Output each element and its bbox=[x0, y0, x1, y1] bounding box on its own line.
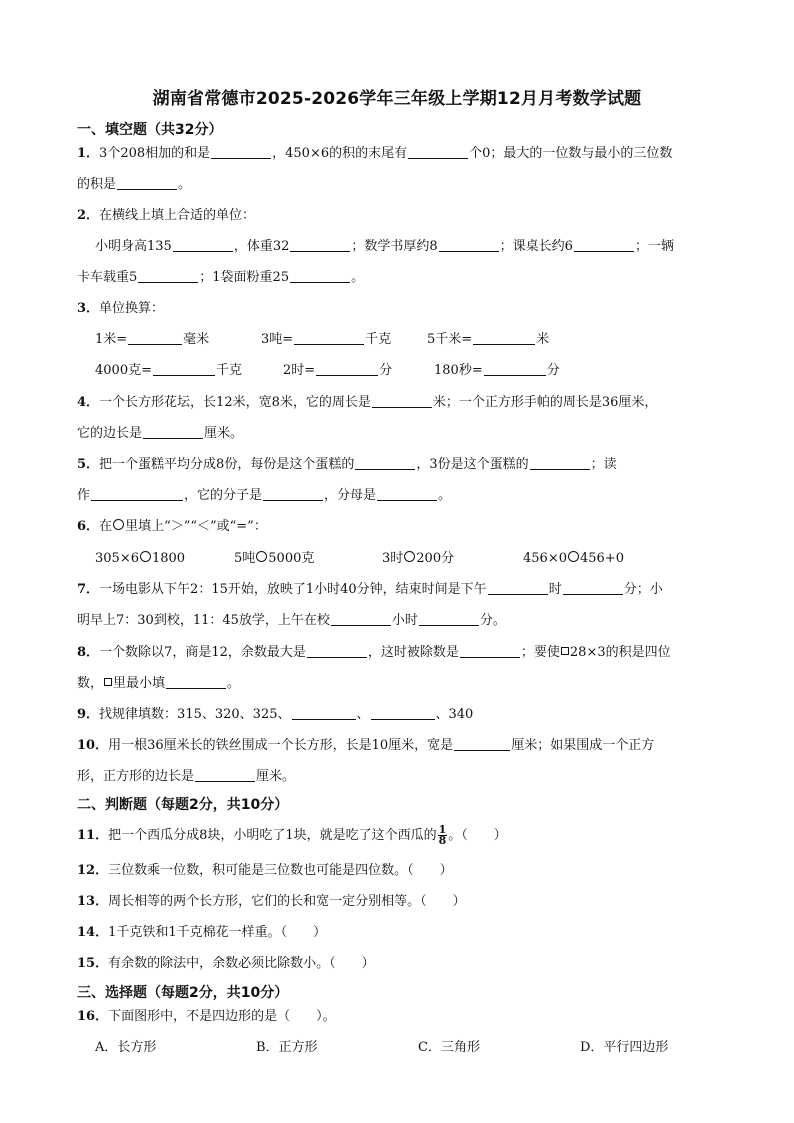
answer-blank[interactable] bbox=[290, 238, 350, 252]
answer-blank[interactable] bbox=[307, 644, 367, 658]
answer-blank[interactable] bbox=[331, 612, 391, 626]
answer-blank[interactable] bbox=[460, 644, 520, 658]
compare-circle[interactable] bbox=[404, 551, 415, 562]
compare-3: 3时 200分 bbox=[382, 551, 455, 566]
answer-blank[interactable] bbox=[153, 362, 215, 376]
question-number: 5． bbox=[77, 457, 100, 472]
option-a[interactable]: A．长方形 bbox=[95, 1040, 157, 1055]
compare-circle[interactable] bbox=[140, 551, 151, 562]
question-number: 3． bbox=[77, 301, 100, 316]
compare-4: 456×0 456+0 bbox=[523, 551, 624, 566]
fraction: $\frac{1}{8}$ bbox=[438, 823, 447, 847]
question-number: 1． bbox=[77, 146, 100, 161]
answer-blank[interactable] bbox=[166, 675, 226, 689]
question-14: 14．1千克铁和1千克棉花一样重。（ ） bbox=[77, 925, 327, 940]
question-3: 3．单位换算： bbox=[77, 301, 165, 316]
option-c[interactable]: C．三角形 bbox=[418, 1040, 480, 1055]
answer-blank[interactable] bbox=[195, 768, 255, 782]
answer-blank[interactable] bbox=[419, 612, 479, 626]
question-number: 9． bbox=[77, 707, 100, 722]
answer-blank[interactable] bbox=[143, 425, 203, 439]
question-2-row2: 卡车载重5 ；1袋面粉重25 。 bbox=[77, 270, 365, 285]
compare-1: 305×6 1800 bbox=[95, 551, 186, 566]
question-7-cont: 明早上7：30到校，11：45放学，上午在校 小时 分。 bbox=[77, 613, 506, 628]
answer-blank[interactable] bbox=[211, 145, 271, 159]
question-5: 5．把一个蛋糕平均分成8份，每份是这个蛋糕的 ，3份是这个蛋糕的 ；读 bbox=[77, 457, 617, 472]
question-number: 8． bbox=[77, 645, 100, 660]
answer-blank[interactable] bbox=[377, 487, 437, 501]
section-heading-true-false: 二、判断题（每题2分，共10分） bbox=[77, 797, 289, 813]
empty-box-icon bbox=[561, 647, 569, 655]
question-number: 13． bbox=[77, 894, 109, 909]
question-number: 11． bbox=[77, 828, 109, 843]
circle-icon bbox=[113, 519, 124, 530]
question-number: 12． bbox=[77, 863, 109, 878]
answer-blank[interactable] bbox=[454, 737, 510, 751]
conversion-5: 2时= 分 bbox=[283, 363, 393, 378]
question-number: 6． bbox=[77, 519, 100, 534]
conversion-4: 4000克= 千克 bbox=[95, 363, 242, 378]
question-2-row1: 小明身高135 ，体重32 ；数学书厚约8 ；课桌长约6 ；一辆 bbox=[95, 239, 674, 254]
answer-blank[interactable] bbox=[473, 331, 535, 345]
answer-blank[interactable] bbox=[173, 238, 233, 252]
question-7: 7．一场电影从下午2：15开始，放映了1小时40分钟，结束时间是下午 时 分；小 bbox=[77, 582, 663, 597]
empty-box-icon bbox=[104, 678, 112, 686]
conversion-3: 5千米= 米 bbox=[427, 332, 550, 347]
section-heading-multiple-choice: 三、选择题（每题2分，共10分） bbox=[77, 985, 289, 1001]
question-8-cont: 数， 里最小填 。 bbox=[77, 676, 241, 691]
answer-blank[interactable] bbox=[488, 581, 548, 595]
answer-blank[interactable] bbox=[371, 706, 435, 720]
compare-2: 5吨 5000克 bbox=[234, 551, 315, 566]
compare-circle[interactable] bbox=[256, 551, 267, 562]
question-number: 7． bbox=[77, 582, 100, 597]
answer-blank[interactable] bbox=[294, 331, 364, 345]
question-4: 4．一个长方形花坛，长12米，宽8米，它的周长是 米；一个正方形手帕的周长是36厘米， bbox=[77, 395, 658, 410]
answer-blank[interactable] bbox=[355, 456, 415, 470]
question-10-cont: 形，正方形的边长是 厘米。 bbox=[77, 769, 296, 784]
option-b[interactable]: B．正方形 bbox=[256, 1040, 318, 1055]
question-12: 12．三位数乘一位数，积可能是三位数也可能是四位数。（ ） bbox=[77, 863, 453, 878]
question-9: 9．找规律填数：315、320、325、 、 、340 bbox=[77, 707, 474, 722]
answer-blank[interactable] bbox=[128, 331, 182, 345]
question-15: 15．有余数的除法中，余数必须比除数小。（ ） bbox=[77, 956, 375, 971]
conversion-1: 1米= 毫米 bbox=[95, 332, 210, 347]
question-number: 14． bbox=[77, 925, 109, 940]
compare-circle[interactable] bbox=[568, 551, 579, 562]
page-title: 湖南省常德市2025-2026学年三年级上学期12月月考数学试题 bbox=[152, 89, 642, 109]
question-2: 2．在横线上填上合适的单位： bbox=[77, 208, 256, 223]
conversion-2: 3吨= 千克 bbox=[261, 332, 392, 347]
question-number: 2． bbox=[77, 208, 100, 223]
answer-blank[interactable] bbox=[292, 706, 356, 720]
answer-blank[interactable] bbox=[439, 238, 499, 252]
answer-blank[interactable] bbox=[290, 269, 350, 283]
question-1-cont: 的积是 。 bbox=[77, 177, 192, 192]
question-10: 10．用一根36厘米长的铁丝围成一个长方形，长是10厘米，宽是 厘米；如果围成一个正方 bbox=[77, 738, 655, 753]
question-6: 6．在 里填上“＞”“＜”或“=”： bbox=[77, 519, 267, 534]
question-number: 15． bbox=[77, 956, 109, 971]
answer-blank[interactable] bbox=[530, 456, 590, 470]
answer-blank[interactable] bbox=[563, 581, 623, 595]
answer-blank[interactable] bbox=[117, 176, 177, 190]
question-13: 13．周长相等的两个长方形，它们的长和宽一定分别相等。（ ） bbox=[77, 894, 466, 909]
answer-blank[interactable] bbox=[574, 238, 634, 252]
question-5-cont: 作 ，它的分子是 ，分母是 。 bbox=[77, 488, 452, 503]
answer-blank[interactable] bbox=[484, 362, 546, 376]
question-number: 4． bbox=[77, 395, 100, 410]
answer-blank[interactable] bbox=[138, 269, 198, 283]
question-4-cont: 它的边长是 厘米。 bbox=[77, 426, 244, 441]
section-heading-fill-blank: 一、填空题（共32分） bbox=[77, 122, 223, 138]
answer-blank[interactable] bbox=[408, 145, 468, 159]
question-1: 1．3个208相加的和是 ，450×6的积的末尾有 个0；最大的一位数与最小的三位数 bbox=[77, 146, 673, 161]
answer-blank[interactable] bbox=[263, 487, 323, 501]
question-16: 16．下面图形中，不是四边形的是（ ）。 bbox=[77, 1009, 336, 1024]
option-d[interactable]: D．平行四边形 bbox=[580, 1040, 669, 1055]
answer-blank[interactable] bbox=[91, 487, 183, 501]
conversion-6: 180秒= 分 bbox=[434, 363, 560, 378]
question-8: 8．一个数除以7，商是12，余数最大是 ，这时被除数是 ；要使 28×3的积是四位 bbox=[77, 645, 671, 660]
question-number: 10． bbox=[77, 738, 109, 753]
answer-blank[interactable] bbox=[372, 394, 432, 408]
question-number: 16． bbox=[77, 1009, 109, 1024]
answer-blank[interactable] bbox=[316, 362, 378, 376]
question-11: 11．把一个西瓜分成8块，小明吃了1块，就是吃了这个西瓜的 $\frac{1}{8}$ 。（ ） bbox=[77, 823, 507, 847]
